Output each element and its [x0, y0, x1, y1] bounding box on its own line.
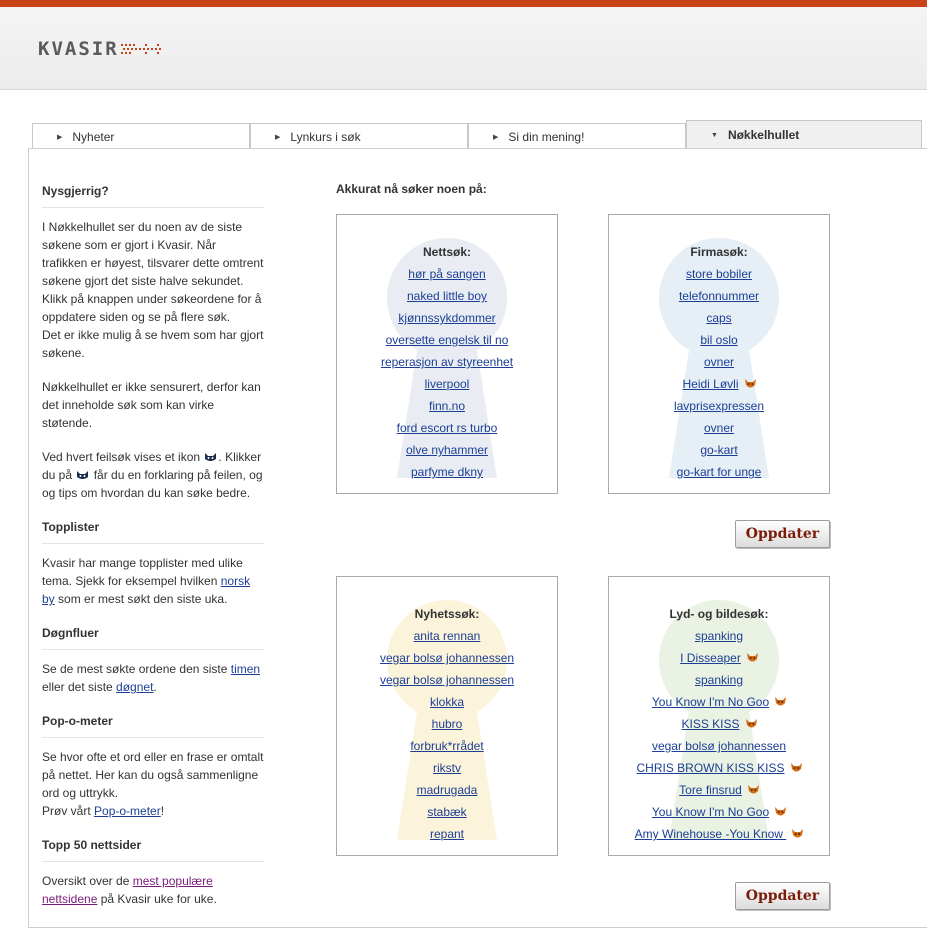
tab-label: Si din mening! [508, 129, 585, 144]
fox-icon[interactable] [775, 697, 786, 707]
search-term-link[interactable]: lavprisexpressen [673, 399, 765, 413]
search-term-link[interactable]: vegar bolsø johannessen [379, 673, 515, 687]
box-firmasok [608, 214, 830, 494]
fox-icon[interactable] [791, 763, 802, 773]
sidebar-text: Se de mest søkte ordene den siste timen eller det siste døgnet. [42, 662, 261, 694]
search-term-link[interactable]: go-kart for unge [676, 465, 762, 479]
search-term-link[interactable]: vegar bolsø johannessen [651, 739, 787, 753]
site-header [0, 7, 927, 90]
tab-arrow-down-icon: ▼ [711, 131, 718, 139]
fox-icon[interactable] [792, 829, 803, 839]
search-term-link[interactable]: reperasjon av styreenhet [380, 355, 514, 369]
search-term-link[interactable]: anita rennan [413, 629, 481, 643]
link-mest-populaere-nettsider[interactable]: mest populære nettsidene [42, 874, 213, 906]
search-term-link[interactable]: spanking [694, 673, 744, 687]
main-heading: Akkurat nå søker noen på: [336, 182, 487, 196]
tab-label: Nyheter [72, 129, 115, 144]
search-term-link[interactable]: I Disseaper [680, 651, 741, 665]
search-term-link[interactable]: vegar bolsø johannessen [379, 651, 515, 665]
tab-label: Lynkurs i søk [290, 129, 361, 144]
search-term-link[interactable]: You Know I'm No Goo [651, 695, 770, 709]
link-pop-o-meter[interactable]: Pop-o-meter [94, 804, 161, 818]
tab-nyheter[interactable] [32, 123, 250, 149]
search-term-link[interactable]: caps [706, 311, 732, 325]
sidebar-heading-topplister: Topplister [42, 518, 264, 544]
search-term-link[interactable]: forbruk*rrådet [410, 739, 484, 753]
search-term-link[interactable]: store bobiler [685, 267, 753, 281]
logo-text: KVASIR [38, 38, 119, 60]
link-norsk-by[interactable]: norsk by [42, 574, 251, 606]
sidebar-text: I Nøkkelhullet ser du noen av de siste søkene som er gjort i Kvasir. Når trafikken er høyest, tilsvarer dette omtrent søkene gjort det siste halve sekundet. Klikk på knappen under søkeordene for å oppdatere siden og se på flere søk. [42, 220, 264, 324]
search-term-link[interactable]: klokka [429, 695, 464, 709]
search-term-link[interactable]: naked little boy [406, 289, 488, 303]
link-dognet[interactable]: døgnet [116, 680, 154, 694]
search-term-link[interactable]: stabæk [427, 805, 467, 819]
search-term-link[interactable]: CHRIS BROWN KISS KISS [636, 761, 785, 775]
search-term-link[interactable]: finn.no [428, 399, 466, 413]
sidebar-text: Se hvor ofte et ord eller en frase er omtalt på nettet. Her kan du også sammenligne ord og uttrykk. [42, 750, 264, 800]
fox-icon[interactable] [745, 379, 756, 389]
search-term-link[interactable]: Heidi Løvli [682, 377, 739, 391]
tab-bar [32, 120, 922, 149]
fox-icon[interactable] [747, 653, 758, 663]
sidebar [42, 182, 264, 924]
tab-label: Nøkkelhullet [727, 128, 800, 142]
top-accent-bar [0, 0, 927, 7]
sidebar-heading-nysgjerrig: Nysgjerrig? [42, 182, 264, 208]
search-term-link[interactable]: Tore finsrud [679, 783, 742, 797]
search-term-link[interactable]: kjønnssykdommer [398, 311, 496, 325]
search-term-link[interactable]: repant [429, 827, 465, 841]
box-title: Firmasøk: [690, 245, 748, 259]
search-term-link[interactable]: hubro [431, 717, 463, 731]
search-term-link[interactable]: liverpool [424, 377, 470, 391]
fox-icon[interactable] [746, 719, 757, 729]
search-term-link[interactable]: KISS KISS [681, 717, 740, 731]
cat-icon [205, 453, 216, 462]
box-title: Nettsøk: [422, 245, 471, 259]
sidebar-heading-pop-o-meter: Pop-o-meter [42, 712, 264, 738]
sidebar-text: Kvasir har mange topplister med ulike tema. Sjekk for eksempel hvilken norsk by som er mest søkt den siste uka. [42, 556, 251, 606]
search-term-link[interactable]: telefonnummer [678, 289, 760, 303]
search-term-link[interactable]: parfyme dkny [410, 465, 484, 479]
box-title: Lyd- og bildesøk: [669, 607, 769, 621]
search-term-link[interactable]: go-kart [700, 443, 738, 457]
search-term-link[interactable]: madrugada [416, 783, 478, 797]
search-term-link[interactable]: You Know I'm No Goo [651, 805, 770, 819]
search-term-link[interactable]: bil oslo [700, 333, 738, 347]
fox-icon[interactable] [775, 807, 786, 817]
cat-icon [77, 471, 88, 480]
tab-lynkurs[interactable] [250, 123, 468, 149]
search-term-link[interactable]: hør på sangen [408, 267, 486, 281]
tab-nokkelhullet[interactable] [686, 120, 922, 149]
search-term-link[interactable]: olve nyhammer [405, 443, 489, 457]
sidebar-text: Oversikt over de mest populære nettsidene på Kvasir uke for uke. [42, 874, 217, 906]
box-nyhetssok [336, 576, 558, 856]
search-term-link[interactable]: rikstv [433, 761, 461, 775]
content-panel [28, 148, 927, 928]
search-term-link[interactable]: ovner [703, 355, 735, 369]
box-title: Nyhetssøk: [414, 607, 480, 621]
tab-arrow-right-icon: ▶ [275, 133, 281, 141]
search-term-link[interactable]: oversette engelsk til no [385, 333, 509, 347]
kvasir-logo[interactable] [38, 38, 165, 60]
sidebar-text: Nøkkelhullet er ikke sensurert, derfor kan det inneholde søk som kan virke støtende. [42, 380, 261, 430]
tab-arrow-right-icon: ▶ [57, 133, 63, 141]
update-button[interactable]: Oppdater [735, 520, 830, 548]
search-term-link[interactable]: spanking [694, 629, 744, 643]
link-timen[interactable]: timen [230, 662, 261, 676]
search-term-link[interactable]: ford escort rs turbo [396, 421, 498, 435]
sidebar-heading-topp-50: Topp 50 nettsider [42, 836, 264, 862]
search-term-link[interactable]: ovner [703, 421, 735, 435]
box-lyd-og-bildesok [608, 576, 830, 856]
sidebar-text: Det er ikke mulig å se hvem som har gjort søkene. [42, 328, 264, 360]
search-term-link[interactable]: Amy Winehouse -You Know [634, 827, 787, 841]
update-button[interactable]: Oppdater [735, 882, 830, 910]
tab-arrow-right-icon: ▶ [493, 133, 499, 141]
fox-icon[interactable] [748, 785, 759, 795]
sidebar-text: Prøv vårt Pop-o-meter! [42, 804, 165, 818]
box-nettsok [336, 214, 558, 494]
logo-dots-icon [121, 42, 165, 56]
sidebar-heading-dognfluer: Døgnfluer [42, 624, 264, 650]
sidebar-text-icons: Ved hvert feilsøk vises et ikon . Klikker du på får du en forklaring på feilen, og og tips om hvordan du kan søke bedre. [42, 450, 263, 500]
tab-si-din-mening[interactable] [468, 123, 686, 149]
